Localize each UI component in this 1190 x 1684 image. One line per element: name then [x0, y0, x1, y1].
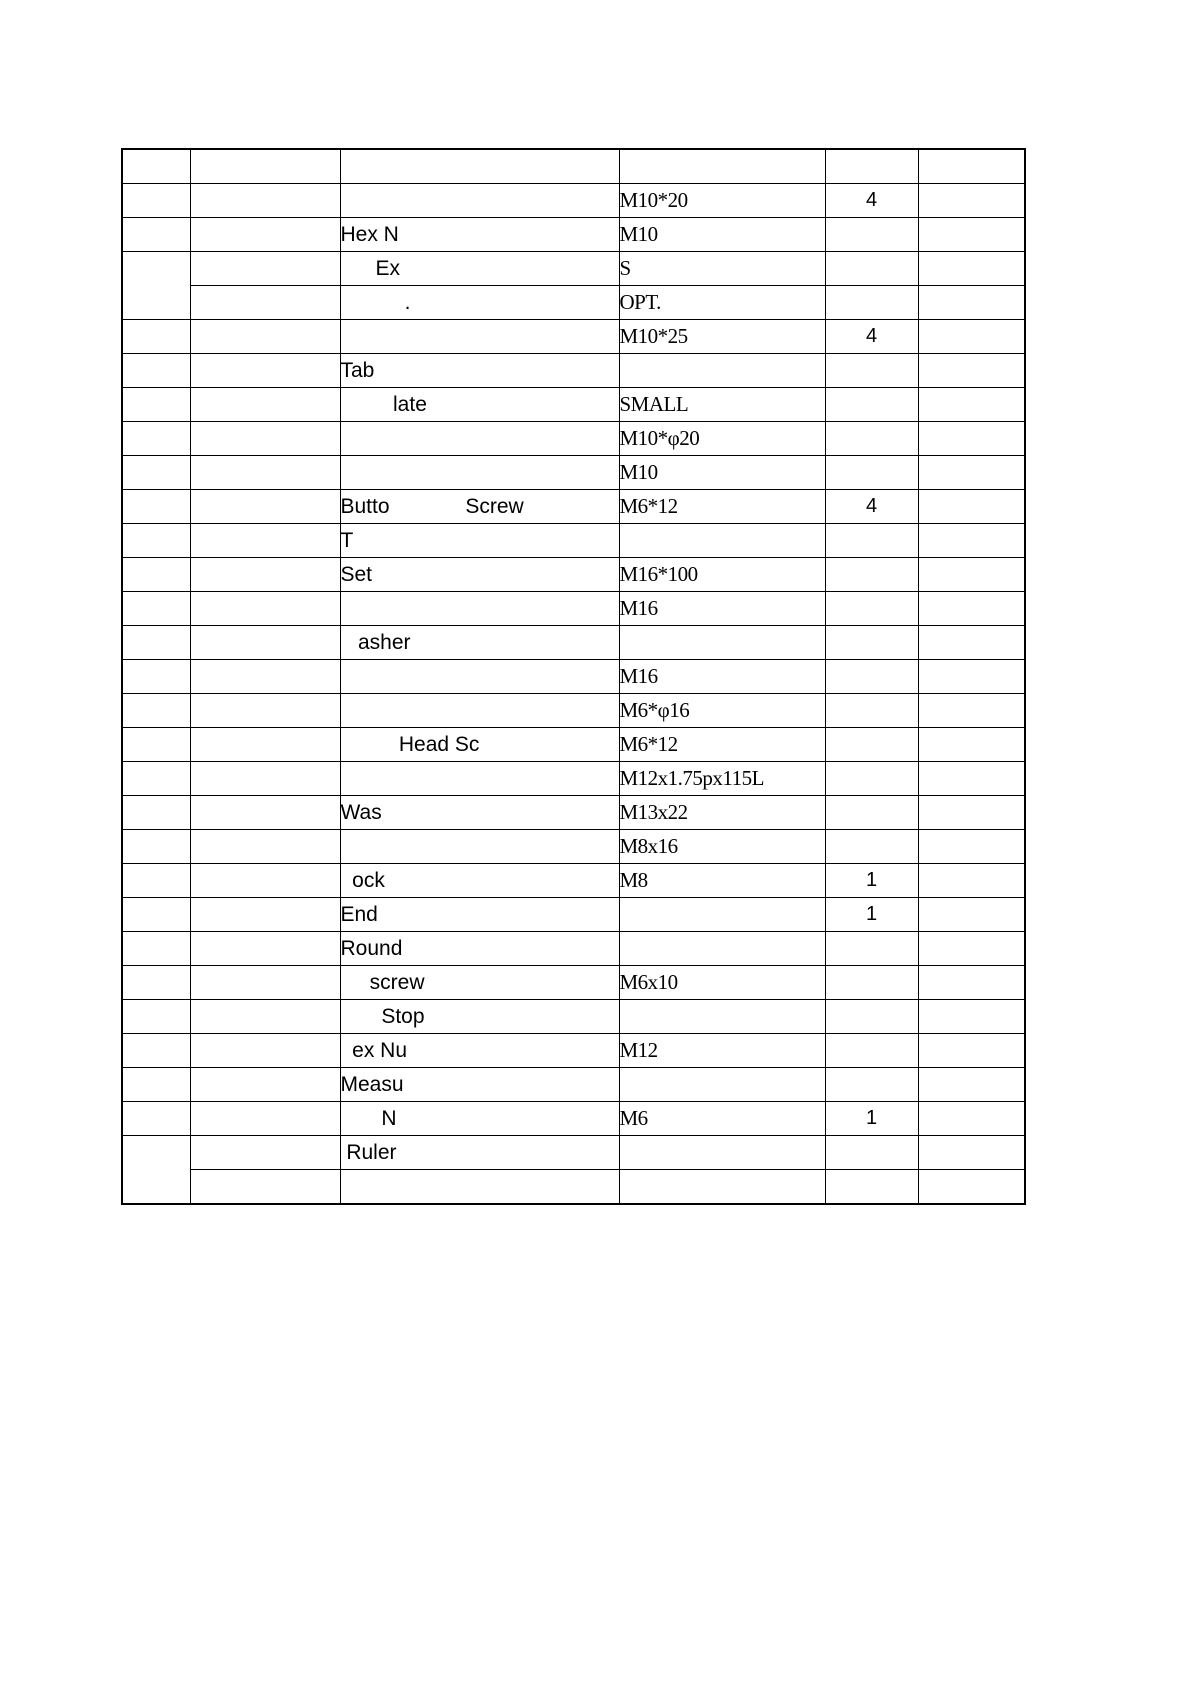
qty-cell [825, 286, 918, 320]
spec-cell: M10*φ20 [619, 422, 825, 456]
spec-cell: SMALL [619, 388, 825, 422]
qty-cell [825, 1170, 918, 1205]
qty-cell [825, 728, 918, 762]
qty-cell: 4 [825, 320, 918, 354]
remark-cell [918, 1068, 1025, 1102]
table-row [122, 966, 1025, 1000]
qty-cell [825, 1068, 918, 1102]
item-no-cell [122, 320, 190, 354]
part-name-cell: N [340, 1102, 619, 1136]
part-no-cell [190, 184, 340, 218]
remark-cell [918, 1136, 1025, 1170]
qty-cell [825, 932, 918, 966]
item-no-cell [122, 660, 190, 694]
item-no-cell [122, 830, 190, 864]
item-no-cell [122, 1000, 190, 1034]
part-name-cell: Tab [340, 354, 619, 388]
remark-cell [918, 898, 1025, 932]
spec-cell [619, 1068, 825, 1102]
qty-cell: 1 [825, 898, 918, 932]
part-no-cell [190, 796, 340, 830]
part-name-cell: . [340, 286, 619, 320]
part-no-cell [190, 490, 340, 524]
part-no-cell [190, 320, 340, 354]
table-row [122, 524, 1025, 558]
spec-cell: M6*φ16 [619, 694, 825, 728]
part-no-cell [190, 524, 340, 558]
spec-cell: M10 [619, 218, 825, 252]
part-name-cell [340, 592, 619, 626]
item-no-cell [122, 149, 190, 184]
spec-cell [619, 626, 825, 660]
item-no-cell [122, 456, 190, 490]
table-row [122, 388, 1025, 422]
spec-cell: M13x22 [619, 796, 825, 830]
table-row [122, 660, 1025, 694]
item-no-cell [122, 1102, 190, 1136]
part-name-cell: asher [340, 626, 619, 660]
part-name-cell: Hex N [340, 218, 619, 252]
remark-cell [918, 592, 1025, 626]
item-no-cell [122, 626, 190, 660]
part-no-cell [190, 728, 340, 762]
part-no-cell [190, 626, 340, 660]
table-row [122, 1000, 1025, 1034]
remark-cell [918, 456, 1025, 490]
remark-cell [918, 252, 1025, 286]
part-no-cell [190, 762, 340, 796]
spec-cell: M6*12 [619, 728, 825, 762]
qty-cell [825, 830, 918, 864]
qty-cell: 1 [825, 864, 918, 898]
qty-cell [825, 762, 918, 796]
item-no-cell [122, 184, 190, 218]
part-no-cell [190, 660, 340, 694]
table-row [122, 558, 1025, 592]
item-no-cell [122, 388, 190, 422]
spec-cell: M10*20 [619, 184, 825, 218]
table-row [122, 626, 1025, 660]
part-name-cell: Was [340, 796, 619, 830]
part-no-cell [190, 558, 340, 592]
part-name-cell: Set [340, 558, 619, 592]
item-no-cell [122, 898, 190, 932]
spec-cell: M10 [619, 456, 825, 490]
spec-cell [619, 1136, 825, 1170]
part-name-cell: Round [340, 932, 619, 966]
qty-cell [825, 218, 918, 252]
qty-cell [825, 1034, 918, 1068]
spec-cell: M12x1.75px115L [619, 762, 825, 796]
part-name-cell [340, 762, 619, 796]
table-row [122, 728, 1025, 762]
part-no-cell [190, 932, 340, 966]
spec-cell [619, 149, 825, 184]
remark-cell [918, 558, 1025, 592]
table-row [122, 1102, 1025, 1136]
part-no-cell [190, 286, 340, 320]
remark-cell [918, 422, 1025, 456]
table-row [122, 694, 1025, 728]
item-no-cell [122, 592, 190, 626]
part-name-cell: late [340, 388, 619, 422]
table-row [122, 864, 1025, 898]
item-no-cell [122, 524, 190, 558]
part-no-cell [190, 422, 340, 456]
spec-cell: M10*25 [619, 320, 825, 354]
part-no-cell [190, 354, 340, 388]
table-row [122, 1136, 1025, 1170]
qty-cell: 4 [825, 184, 918, 218]
table-row [122, 898, 1025, 932]
item-no-cell [122, 932, 190, 966]
table-row [122, 830, 1025, 864]
spec-cell: M16 [619, 660, 825, 694]
remark-cell [918, 218, 1025, 252]
remark-cell [918, 830, 1025, 864]
spec-cell: S [619, 252, 825, 286]
part-name-cell: screw [340, 966, 619, 1000]
item-no-cell [122, 864, 190, 898]
part-name-cell [340, 694, 619, 728]
remark-cell [918, 388, 1025, 422]
table-row [122, 354, 1025, 388]
part-no-cell [190, 149, 340, 184]
item-no-cell [122, 252, 190, 320]
remark-cell [918, 1034, 1025, 1068]
spec-cell [619, 1170, 825, 1205]
part-name-cell [340, 149, 619, 184]
remark-cell [918, 490, 1025, 524]
remark-cell [918, 524, 1025, 558]
part-no-cell [190, 218, 340, 252]
spec-cell: M16*100 [619, 558, 825, 592]
qty-cell: 4 [825, 490, 918, 524]
remark-cell [918, 932, 1025, 966]
part-name-cell: Ex [340, 252, 619, 286]
qty-cell: 1 [825, 1102, 918, 1136]
table-row [122, 184, 1025, 218]
remark-cell [918, 354, 1025, 388]
table-row [122, 1170, 1025, 1205]
part-no-cell [190, 1000, 340, 1034]
remark-cell [918, 1000, 1025, 1034]
parts-table [121, 148, 1026, 1205]
item-no-cell [122, 1068, 190, 1102]
remark-cell [918, 1102, 1025, 1136]
remark-cell [918, 626, 1025, 660]
remark-cell [918, 149, 1025, 184]
item-no-cell [122, 728, 190, 762]
table-row [122, 422, 1025, 456]
part-no-cell [190, 592, 340, 626]
table-row [122, 149, 1025, 184]
table-row [122, 762, 1025, 796]
part-no-cell [190, 388, 340, 422]
remark-cell [918, 660, 1025, 694]
table-row [122, 252, 1025, 286]
qty-cell [825, 626, 918, 660]
qty-cell [825, 149, 918, 184]
table-row [122, 490, 1025, 524]
qty-cell [825, 354, 918, 388]
item-no-cell [122, 966, 190, 1000]
remark-cell [918, 184, 1025, 218]
spec-cell: M16 [619, 592, 825, 626]
item-no-cell [122, 218, 190, 252]
remark-cell [918, 762, 1025, 796]
spec-cell: M6*12 [619, 490, 825, 524]
part-no-cell [190, 830, 340, 864]
qty-cell [825, 694, 918, 728]
part-name-cell: Measu [340, 1068, 619, 1102]
part-no-cell [190, 1136, 340, 1170]
qty-cell [825, 252, 918, 286]
part-name-cell: ex Nu [340, 1034, 619, 1068]
item-no-cell [122, 694, 190, 728]
remark-cell [918, 286, 1025, 320]
qty-cell [825, 1136, 918, 1170]
part-name-cell [340, 184, 619, 218]
spec-cell [619, 932, 825, 966]
part-name-cell [340, 660, 619, 694]
part-no-cell [190, 1034, 340, 1068]
remark-cell [918, 864, 1025, 898]
qty-cell [825, 660, 918, 694]
remark-cell [918, 728, 1025, 762]
spec-cell [619, 898, 825, 932]
part-no-cell [190, 864, 340, 898]
part-name-cell: Ruler [340, 1136, 619, 1170]
remark-cell [918, 694, 1025, 728]
part-name-cell: Butto Screw [340, 490, 619, 524]
qty-cell [825, 422, 918, 456]
spec-cell: OPT. [619, 286, 825, 320]
qty-cell [825, 388, 918, 422]
part-no-cell [190, 898, 340, 932]
item-no-cell [122, 558, 190, 592]
part-no-cell [190, 456, 340, 490]
spec-cell: M8x16 [619, 830, 825, 864]
item-no-cell [122, 490, 190, 524]
table-row [122, 456, 1025, 490]
spec-cell: M12 [619, 1034, 825, 1068]
part-name-cell: End [340, 898, 619, 932]
qty-cell [825, 456, 918, 490]
table-row [122, 218, 1025, 252]
qty-cell [825, 558, 918, 592]
part-no-cell [190, 966, 340, 1000]
remark-cell [918, 1170, 1025, 1205]
part-name-cell [340, 1170, 619, 1205]
remark-cell [918, 796, 1025, 830]
part-name-cell [340, 830, 619, 864]
table-row [122, 286, 1025, 320]
remark-cell [918, 320, 1025, 354]
qty-cell [825, 796, 918, 830]
table-row [122, 1068, 1025, 1102]
table-row [122, 592, 1025, 626]
part-name-cell [340, 422, 619, 456]
table-row [122, 1034, 1025, 1068]
item-no-cell [122, 1034, 190, 1068]
spec-cell: M8 [619, 864, 825, 898]
spec-cell [619, 354, 825, 388]
part-no-cell [190, 1170, 340, 1205]
part-name-cell [340, 456, 619, 490]
part-no-cell [190, 1102, 340, 1136]
part-no-cell [190, 252, 340, 286]
table-row [122, 932, 1025, 966]
qty-cell [825, 592, 918, 626]
item-no-cell [122, 762, 190, 796]
qty-cell [825, 966, 918, 1000]
part-no-cell [190, 1068, 340, 1102]
part-name-cell: Head Sc [340, 728, 619, 762]
remark-cell [918, 966, 1025, 1000]
qty-cell [825, 524, 918, 558]
table-row [122, 796, 1025, 830]
spec-cell [619, 1000, 825, 1034]
part-no-cell [190, 694, 340, 728]
item-no-cell [122, 354, 190, 388]
part-name-cell: ock [340, 864, 619, 898]
part-name-cell [340, 320, 619, 354]
item-no-cell [122, 422, 190, 456]
item-no-cell [122, 1136, 190, 1205]
spec-cell: M6x10 [619, 966, 825, 1000]
qty-cell [825, 1000, 918, 1034]
table-row [122, 320, 1025, 354]
part-name-cell: T [340, 524, 619, 558]
spec-cell [619, 524, 825, 558]
part-name-cell: Stop [340, 1000, 619, 1034]
spec-cell: M6 [619, 1102, 825, 1136]
item-no-cell [122, 796, 190, 830]
